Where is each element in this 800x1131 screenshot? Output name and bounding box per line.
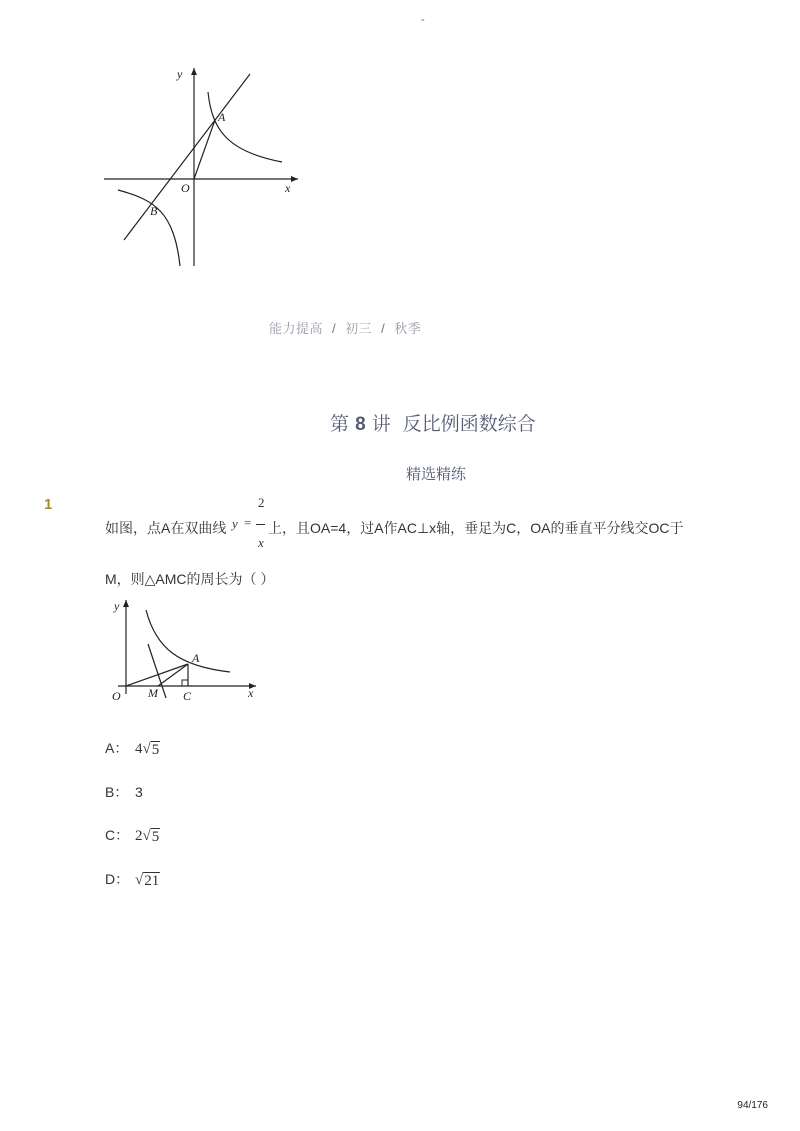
fig1-label-x: x: [285, 181, 291, 195]
hyperbola-curve: [146, 610, 230, 672]
question-number: 1: [44, 496, 53, 513]
option-c-sqrt: √ 5: [142, 828, 160, 845]
question-text-start: 如图，点A在双曲线: [105, 520, 227, 536]
lecture-prefix: 第: [330, 413, 350, 435]
fig1-label-b: B: [150, 204, 158, 218]
fig2-label-x: x: [248, 686, 254, 700]
formula-equals: =: [244, 515, 252, 530]
breadcrumb-item: 能力提高: [269, 321, 324, 336]
option-b[interactable]: [105, 782, 143, 802]
segment-oa: [194, 120, 215, 179]
question-text-line2: M，则△AMC的周长为（ ）: [105, 571, 275, 587]
fig2-label-c: C: [183, 689, 192, 703]
formula-numerator: 2: [258, 495, 265, 510]
line-ab: [124, 74, 250, 240]
option-a-label: A：: [105, 740, 129, 756]
fig2-label-o: O: [112, 689, 121, 703]
option-a[interactable]: [105, 738, 160, 759]
fig1-label-y: y: [177, 67, 183, 81]
segment-am: [158, 664, 188, 686]
option-b-value: 3: [135, 784, 143, 800]
hyperbola-branch-2: [118, 190, 180, 266]
hyperbola-line-figure: [100, 62, 310, 272]
fig1-label-o: O: [181, 181, 190, 195]
option-b-label: B：: [105, 784, 129, 800]
lecture-title: [330, 409, 536, 436]
question-figure: [108, 596, 268, 708]
right-angle-mark: [182, 680, 188, 686]
formula-denominator: x: [258, 535, 264, 550]
page-number: 94/176: [737, 1100, 768, 1111]
fig2-label-m: M: [148, 686, 158, 700]
fraction-bar: [256, 524, 265, 525]
option-d-sqrt: √ 21: [135, 872, 160, 889]
option-a-sqrt: √ 5: [142, 741, 160, 758]
lecture-suffix: 讲: [371, 413, 391, 435]
breadcrumb-item: 秋季: [394, 321, 422, 336]
option-c-coef: 2: [135, 828, 143, 844]
question-text-continued: 上，且OA=4，过A作AC⊥x轴，垂足为C，OA的垂直平分线交OC于: [268, 520, 684, 536]
formula-y: y: [232, 516, 238, 531]
breadcrumb-separator: /: [381, 321, 386, 336]
section-title: 精选精练: [406, 466, 467, 483]
segment-oa: [126, 664, 188, 686]
fig2-label-y: y: [114, 599, 120, 613]
lecture-number: 8: [355, 414, 366, 435]
formula-y-eq-2-over-x: [232, 495, 272, 555]
option-d[interactable]: [105, 869, 160, 890]
option-c-label: C：: [105, 827, 130, 843]
option-a-coef: 4: [135, 741, 143, 757]
header-mark: -: [421, 14, 425, 26]
breadcrumb-item: 初三: [345, 321, 373, 336]
hyperbola-branch-1: [208, 92, 282, 162]
breadcrumb: [269, 318, 421, 337]
fig2-label-a: A: [192, 651, 200, 665]
fig1-label-a: A: [218, 110, 226, 124]
option-d-label: D：: [105, 871, 130, 887]
breadcrumb-separator: /: [332, 321, 337, 336]
lecture-topic: 反比例函数综合: [402, 413, 536, 435]
option-c[interactable]: [105, 825, 160, 846]
